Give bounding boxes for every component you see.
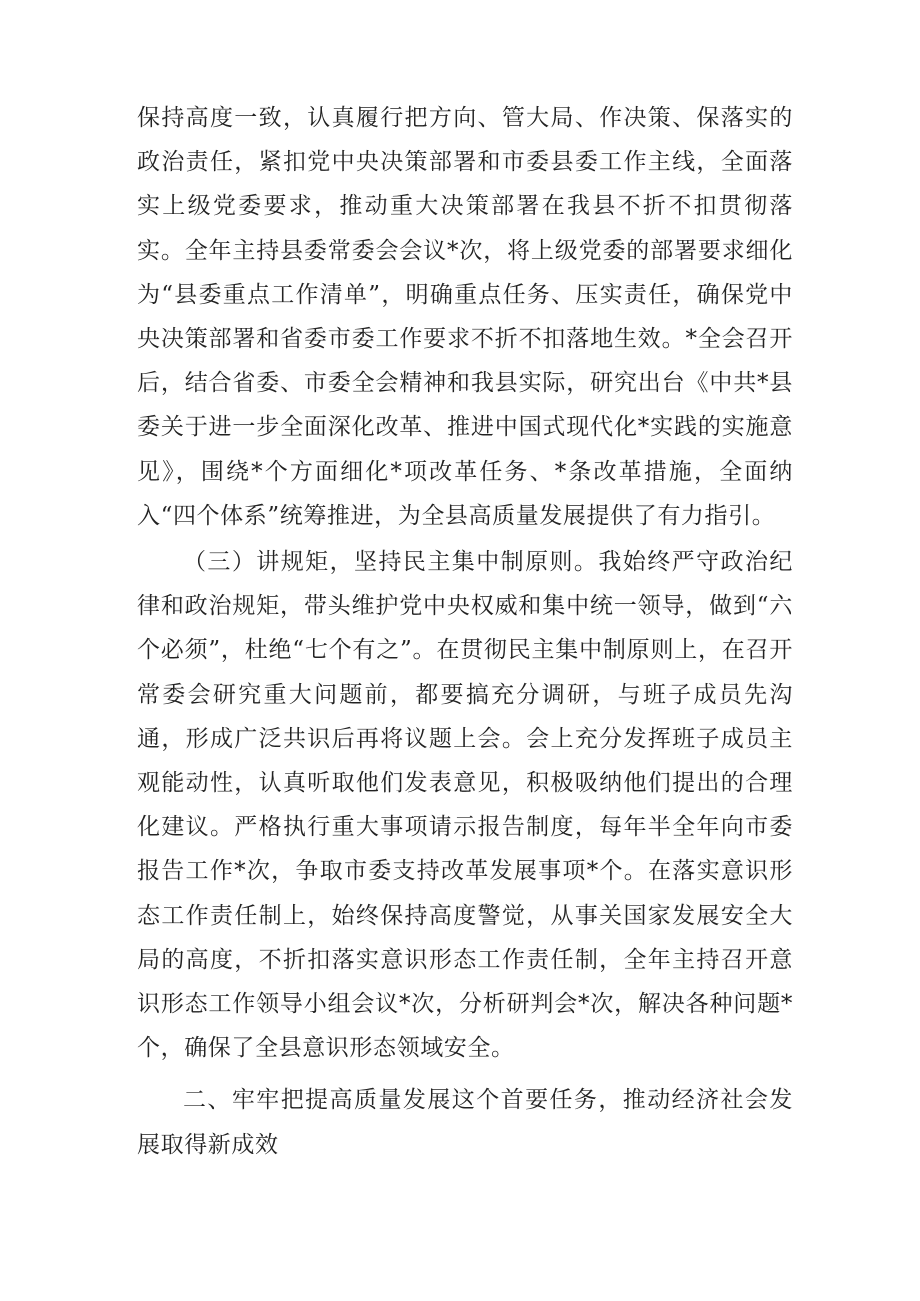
paragraph-section-three: （三）讲规矩，坚持民主集中制原则。我始终严守政治纪律和政治规矩，带头维护党中央权威和集中统一领导，做到“六个必须”，杜绝“七个有之”。在贯彻民主集中制原则上，在召开常委会研究重大问题前，都要搞充分调研，与班子成员先沟通，形成广泛共识后再将议题上会。会上充分发挥班子成员主观能动性，认真听取他们发表意见，积极吸纳他们提出的合理化建议。严格执行重大事项请示报告制度，每年半全年向市委报告工作*次，争取市委支持改革发展事项*个。在落实意识形态工作责任制上，始终保持高度警觉，从事关国家发展安全大局的高度，不折扣落实意识形态工作责任制，全年主持召开意识形态工作领导小组会议*次，分析研判会*次，解决各种问题*个，确保了全县意识形态领域安全。 (137, 549, 793, 1062)
paragraph-continuation: 保持高度一致，认真履行把方向、管大局、作决策、保落实的政治责任，紧扣党中央决策部署和市委县委工作主线，全面落实上级党委要求，推动重大决策部署在我县不折不扣贯彻落实。全年主持县委常委会会议*次，将上级党委的部署要求细化为“县委重点工作清单”，明确重点任务、压实责任，确保党中央决策部署和省委市委工作要求不折不扣落地生效。*全会召开后，结合省委、市委全会精神和我县实际，研究出台《中共*县委关于进一步全面深化改革、推进中国式现代化*实践的实施意见》，围绕*个方面细化*项改革任务、*条改革措施，全面纳入“四个体系”统筹推进，为全县高质量发展提供了有力指引。 (137, 105, 793, 529)
section-heading-two: 二、牢牢把提高质量发展这个首要任务，推动经济社会发展取得新成效 (137, 1087, 793, 1158)
document-body (137, 96, 793, 1167)
